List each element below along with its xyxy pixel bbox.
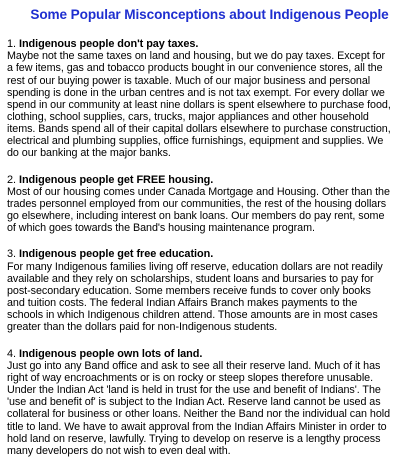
body-line: Under the Indian Act 'land is held in trust for the use and benefit of Indians'. The [7,384,381,397]
body-line: of which goes towards the Band's housing maintenance program. [7,222,315,235]
section-land [7,348,412,457]
section-number: 3. [7,248,16,261]
section-heading [7,174,412,186]
section-body [7,360,412,457]
body-line: go elsewhere, including interest on bank loans. Our members do pay rent, some [7,210,385,223]
body-line: 'use and benefit of' is subject to the Indian Act. Reserve land cannot be used as [7,396,381,409]
section-heading [7,38,412,50]
body-line: greater than the dollars paid for non-Indigenous students. [7,321,278,334]
body-line: do our banking at the major banks. [7,147,171,160]
section-body [7,186,412,235]
body-line: collateral for business or other loans. Neither the Band nor the individual can hold [7,408,391,421]
body-line: Just go into any Band office and ask to see all their reserve land. Much of it has [7,359,381,372]
section-heading-label: Indigenous people get free education. [18,248,214,261]
body-line: electrical and plumbing supplies, office furnishings, equipment and supplies. We [7,135,384,148]
body-line: For many Indigenous families living off reserve, education dollars are not readily [7,260,383,273]
section-body [7,50,412,159]
body-line: post-secondary education. Some members receive funds to cover only books [7,284,371,297]
section-education [7,248,412,333]
section-heading-label: Indigenous people get FREE housing. [18,173,214,186]
section-housing [7,174,412,235]
section-number: 4. [7,347,16,360]
body-line: available and they rely on scholarships, student loans and bursaries to pay for [7,272,374,285]
section-heading-label: Indigenous people own lots of land. [18,347,203,360]
body-line: hold land on reserve, lawfully. Trying to develop on reserve is a lengthy process [7,432,381,445]
section-heading [7,248,412,260]
body-line: Most of our housing comes under Canada Mortgage and Housing. Other than the [7,185,390,198]
section-heading [7,348,412,360]
body-line: and tuition costs. The federal Indian Affairs Branch makes payments to the [7,297,358,310]
section-body [7,261,412,334]
body-line: items. Bands spend all of their capital dollars elsewhere to purchase construction, [7,123,391,136]
document-title: Some Popular Misconceptions about Indigenous People [30,7,389,22]
body-line: schools in which Indigenous children attend. Those amounts are in most cases [7,309,378,322]
body-line: right of way encroachments or is on rocky or steep slopes therefore unusable. [7,371,374,384]
body-line: clothing, school supplies, cars, trucks, major appliances and other household [7,110,369,123]
body-line: spending is done in the urban centres and is not tax exempt. For every dollar we [7,86,385,99]
section-number: 2. [7,173,16,186]
body-line: title to land. We have to await approval from the Indian Affairs Minister in order to [7,420,387,433]
body-line: many developers do not wish to even deal with. [7,444,231,457]
body-line: Maybe not the same taxes on land and housing, but we do pay taxes. Except for [7,50,386,63]
body-line: trades personnel employed from our communities, the rest of the housing dollars [7,197,387,210]
body-line: spend in our community at least nine dollars is spent elsewhere to purchase food, [7,98,391,111]
body-line: rest of our buying power is taxable. Much of our major business and personal [7,74,371,87]
body-line: a few items, gas and tobacco products bought in our convenience stores, all the [7,62,383,75]
section-number: 1. [7,38,16,50]
section-heading-label: Indigenous people don't pay taxes. [18,38,199,50]
section-taxes [7,38,412,160]
